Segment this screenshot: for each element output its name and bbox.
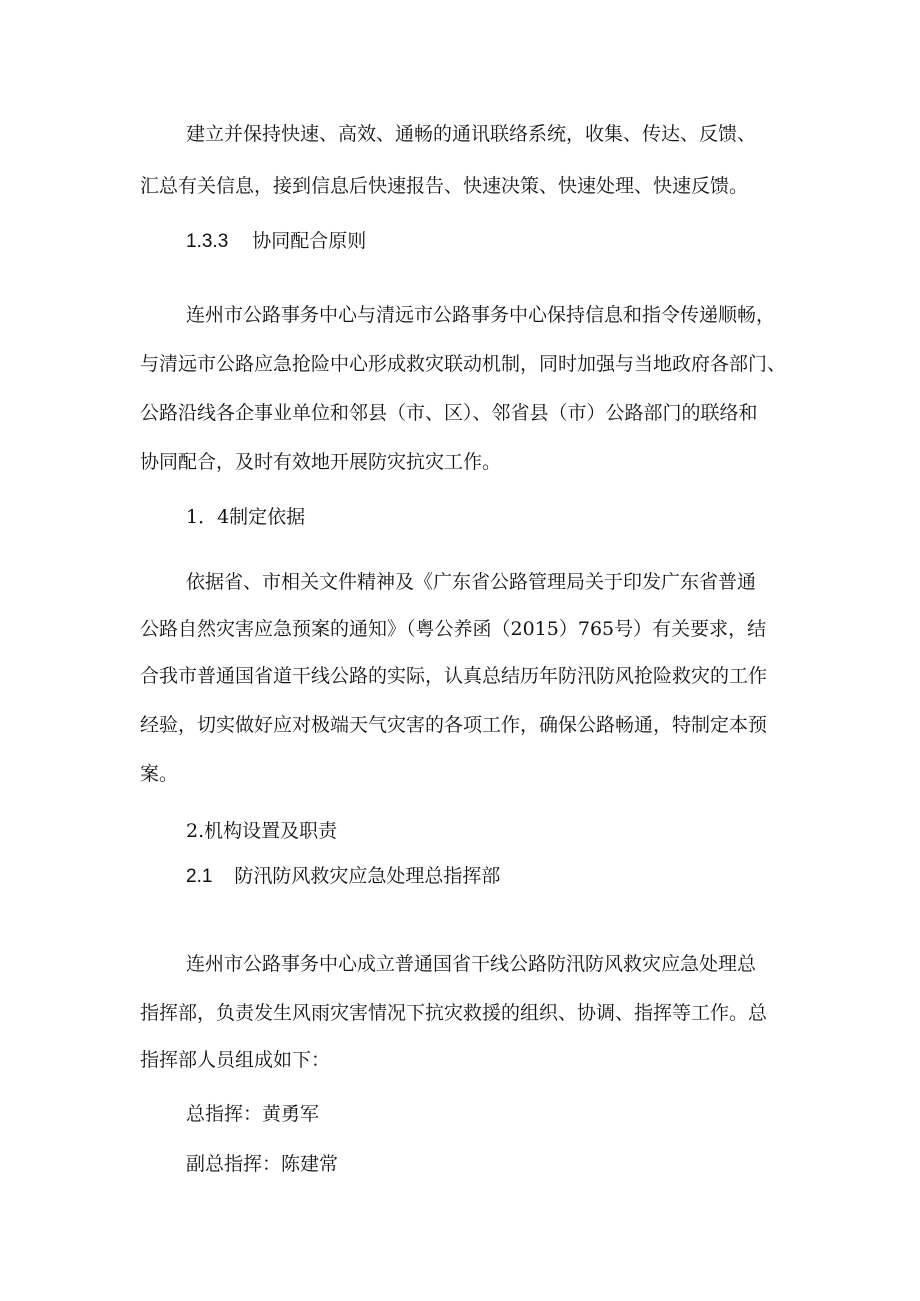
section-heading-2-1 (186, 863, 500, 890)
paragraph-line: 经验，切实做好应对极端天气灾害的各项工作，确保公路畅通，特制定本预 (140, 714, 768, 736)
paragraph-line: 指挥部人员组成如下： (140, 1049, 331, 1071)
section-heading-1-4: 1．4制定依据 (186, 506, 306, 528)
section-heading-1-3-3 (186, 228, 366, 255)
paragraph-line: 汇总有关信息，接到信息后快速报告、快速决策、快速处理、快速反馈。 (140, 175, 749, 197)
paragraph-line: 公路自然灾害应急预案的通知》（粤公养函（2015）765号）有关要求，结 (140, 618, 767, 640)
chapter-heading-2: 2.机构设置及职责 (186, 820, 338, 842)
paragraph-line: 与清远市公路应急抢险中心形成救灾联动机制，同时加强与当地政府各部门、 (140, 353, 787, 375)
paragraph-line: 连州市公路事务中心与清远市公路事务中心保持信息和指令传递顺畅， (186, 304, 776, 326)
paragraph-line: 合我市普通国省道干线公路的实际，认真总结历年防汛防风抢险救灾的工作 (140, 665, 768, 687)
paragraph-line: 协同配合，及时有效地开展防灾抗灾工作。 (140, 451, 502, 473)
paragraph-line: 建立并保持快速、高效、通畅的通讯联络系统，收集、传达、反馈、 (186, 123, 757, 145)
section-number: 1.3.3 (186, 231, 229, 252)
section-title: 防汛防风救灾应急处理总指挥部 (234, 865, 501, 887)
section-title: 协同配合原则 (252, 230, 367, 252)
section-number: 2.1 (186, 866, 213, 887)
paragraph-line: 指挥部，负责发生风雨灾害情况下抗灾救援的组织、协调、指挥等工作。总 (140, 1002, 768, 1024)
paragraph-line: 案。 (140, 763, 179, 785)
paragraph-line: 依据省、市相关文件精神及《广东省公路管理局关于印发广东省普通 (186, 571, 757, 593)
commander-line: 总指挥：黄勇军 (186, 1103, 320, 1125)
paragraph-line: 连州市公路事务中心成立普通国省干线公路防汛防风救灾应急处理总 (186, 953, 757, 975)
deputy-commander-line: 副总指挥：陈建常 (186, 1153, 339, 1175)
paragraph-line: 公路沿线各企事业单位和邻县（市、区）、邻省县（市）公路部门的联络和 (140, 402, 758, 424)
